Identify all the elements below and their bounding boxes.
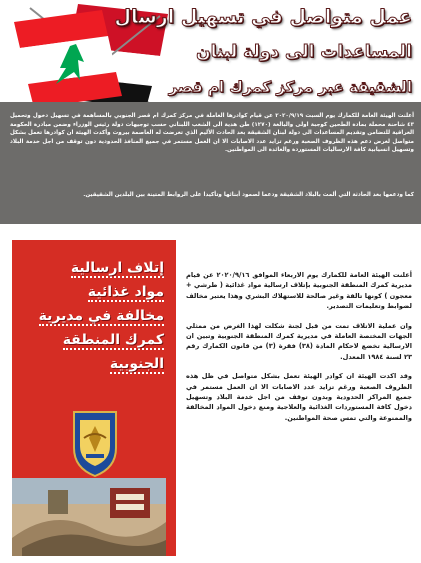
- article-paragraph-1: أعلنت الهيئة العامة للكمارك يوم الاربعاء الموافق ٢٠٢٠/٩/١٦ عن قيام مديرية كمرك المنطقة الجنوبية بإتلاف ارسالية مواد غذائية ( طرشي + معجون ) كونها تالفة وغير صالحة للاستهلاك البشري وهذا يعتبر مخالف لضوابط وتعليمات التصدير.: [186, 271, 412, 311]
- panel-line-1: إتلاف ارسالية: [70, 260, 164, 276]
- panel-headline: [26, 256, 164, 392]
- panel-line-2: مواد غذائية: [87, 284, 164, 300]
- article-body: [186, 270, 412, 490]
- headline-line-1: عمل متواصل في تسهيل ارسال: [114, 6, 412, 28]
- panel-line-3: مخالفة في مديرية: [38, 308, 164, 324]
- headline-line-2: المساعدات الى دولة لبنان: [196, 42, 412, 62]
- panel-line-5: الجنوبية: [109, 356, 164, 372]
- customs-emblem-icon: [66, 408, 124, 478]
- summary-paragraph-2: كما ودعمها بعد الحادثة التي ألمت بالبلاد الشقيقة ودعما لصمود أبنائها وتأكيدا على الروابط المتينة بين البلدين الشقيقين.: [83, 192, 414, 198]
- panel-line-4: كمرك المنطقة: [62, 332, 164, 348]
- seized-goods-photos: [12, 478, 166, 556]
- headline-line-3: الشقيقة عبر مركز كمرك ام قصر: [168, 78, 412, 96]
- summary-paragraph: أعلنت الهيئة العامة للكمارك يوم السبت ٢٠٢٠/٩/١٩ عن قيام كوادرها العاملة في مركز كمرك ام قصر الجنوبي بالمساهمة في تسهيل دخول وتحميل ٤٣ شاحنة محملة بمادة الطحين كوجبة اولى والبالغة (١٢٧٠) طن هدية الى الشعب اللبناني حسب توجيهات دولة رئيس الوزراء وضمن مبادرة الحكومة العراقية للتضامن وتقديم المساعدات الى دولة لبنان الشقيقة بعد الحادث الأليم الذي تعرضت له العاصمة بيروت وأكدت الهيئة ان كوادرها تعمل بشكل متواصل لغرض دعم هذه الظروف الصعبة ورغم تزايد عدد الاصابات الا ان العمل مستمر في جميع المنافذ الحدودية دون توقف من اجل خدمة البلاد وتسهيل انسيابية كافة الارساليات المستوردة والعائدة الى المواطنين.: [10, 113, 414, 154]
- feature-panel: [12, 240, 176, 556]
- article-paragraph-3: وقد اكدت الهيئة ان كوادر الهيئة تعمل بشكل متواصل في ظل هذه الظروف الصعبة ورغم تزايد عدد الاصابات الا ان العمل مستمر في جميع المراكز الحدودية وبدون توقف من اجل خدمة البلاد وتسهيل دخول كافة المستوردات الغذائية والعلاجية ومنع دخول المواد المخالفة والممنوعة والتي تمس صحة المواطنين.: [186, 372, 412, 422]
- article-paragraph-2: وان عملية الاتلاف تمت من قبل لجنة شكلت لهذا الغرض من ممثلي الجهات المختصة العاملة في مديرية كمرك المنطقة الجنوبية وتبين ان الارسالية تخضع لاحكام المادة (٣٨) فقرة (٣) من قانون الكمارك رقم ٢٣ لسنة ١٩٨٤ المعدل.: [186, 321, 412, 361]
